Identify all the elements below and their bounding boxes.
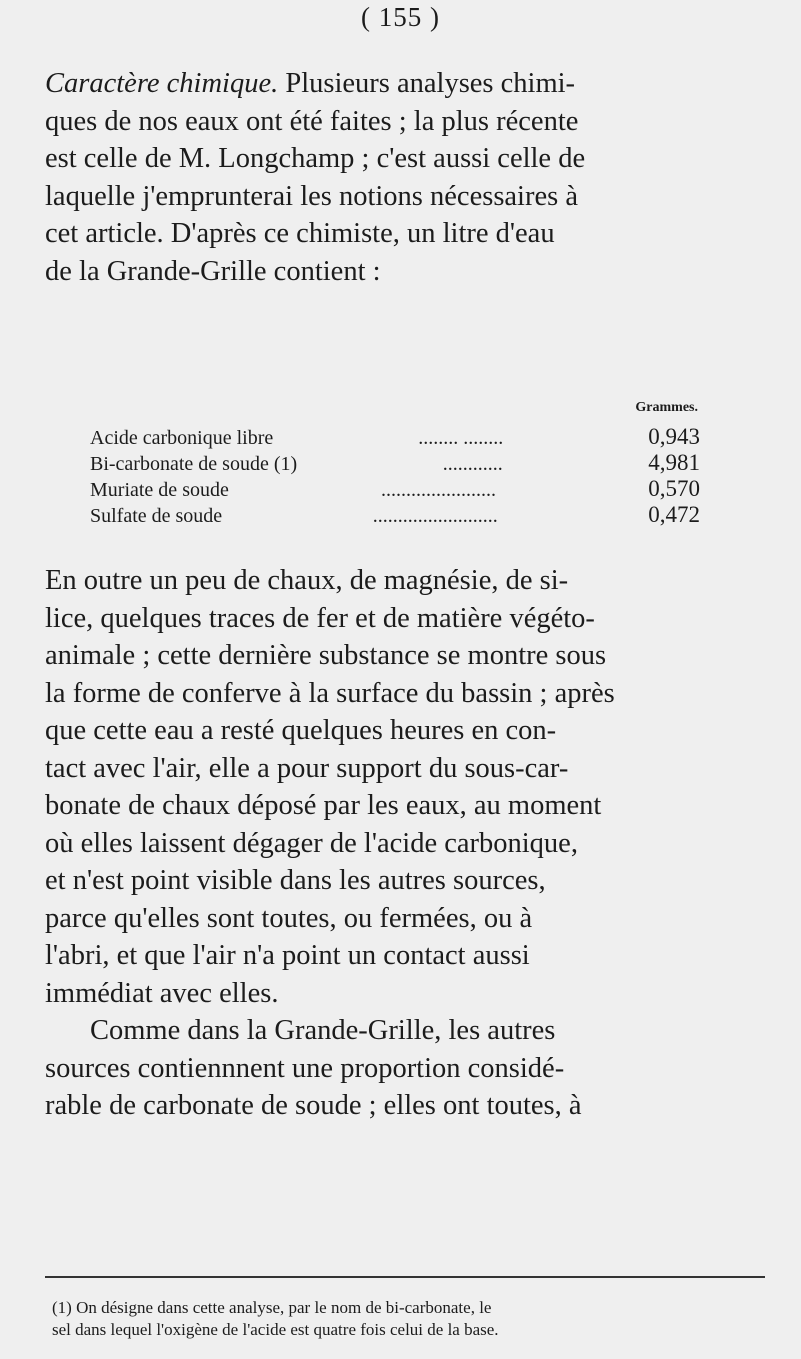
paragraph-line: où elles laissent dégager de l'acide carbonique, — [45, 827, 578, 859]
paragraph-line: Caractère chimique. Plusieurs analyses chimi- — [45, 68, 576, 99]
paragraph-line: cet article. D'après ce chimiste, un litre d'eau — [45, 218, 555, 249]
paragraph-line: laquelle j'emprunterai les notions nécessaires à — [45, 180, 578, 212]
paragraph-body — [45, 562, 765, 1125]
paragraph-line: lice, quelques traces de fer et de matière végéto- — [45, 602, 595, 634]
paragraph-line: sources contiennnent une proportion considé- — [45, 1052, 565, 1084]
paragraph-line: l'abri, et que l'air n'a point un contact aussi — [45, 940, 530, 971]
leader-dots: ......................... — [372, 505, 498, 527]
paragraph-line: et n'est point visible dans les autres sources, — [45, 865, 546, 896]
row-label: Sulfate de soude — [90, 505, 223, 527]
footnote-line: (1) On désigne dans cette analyse, par le nom de bi-carbonate, le — [52, 1298, 492, 1317]
paragraph-intro — [45, 65, 765, 290]
row-label: Bi-carbonate de soude (1) — [90, 453, 298, 475]
paragraph-line: animale ; cette dernière substance se montre sous — [45, 640, 607, 671]
analysis-table — [90, 400, 700, 528]
paragraph-line: que cette eau a resté quelques heures en con- — [45, 715, 557, 746]
row-value: 4,981 — [648, 450, 700, 475]
paragraph-line: la forme de conferve à la surface du bassin ; après — [45, 677, 615, 709]
footnote-line: sel dans lequel l'oxigène de l'acide est quatre fois celui de la base. — [52, 1320, 499, 1339]
footnote — [52, 1297, 762, 1341]
row-value: 0,472 — [648, 502, 700, 527]
paragraph-line: de la Grande-Grille contient : — [45, 255, 381, 287]
footnote-rule — [45, 1276, 765, 1278]
paragraph-line: ques de nos eaux ont été faites ; la plus récente — [45, 105, 579, 137]
paragraph-line: rable de carbonate de soude ; elles ont toutes, à — [45, 1090, 582, 1121]
table-row — [90, 476, 700, 502]
unit-header: Grammes. — [635, 400, 698, 415]
table-row — [90, 450, 700, 476]
paragraph-line: tact avec l'air, elle a pour support du sous-car- — [45, 752, 569, 784]
row-value: 0,943 — [648, 424, 700, 449]
paragraph-line: bonate de chaux déposé par les eaux, au moment — [45, 790, 602, 821]
section-heading: Caractère chimique. — [45, 68, 279, 99]
row-value: 0,570 — [648, 476, 700, 501]
paragraph-line: En outre un peu de chaux, de magnésie, de si- — [45, 565, 569, 596]
table-row — [90, 424, 700, 450]
leader-dots: ....................... — [381, 479, 497, 501]
row-label: Acide carbonique libre — [90, 427, 274, 449]
leader-dots: ............ — [442, 453, 503, 475]
paragraph-line: parce qu'elles sont toutes, ou fermées, ou à — [45, 902, 533, 934]
leader-dots: ........ ........ — [418, 427, 504, 449]
row-label: Muriate de soude — [90, 479, 229, 501]
table-row — [90, 502, 700, 528]
paragraph-line: Comme dans la Grande-Grille, les autres — [90, 1015, 556, 1046]
paragraph-line: est celle de M. Longchamp ; c'est aussi celle de — [45, 143, 586, 174]
page-number: ( 155 ) — [361, 2, 440, 32]
paragraph-line: immédiat avec elles. — [45, 977, 279, 1009]
